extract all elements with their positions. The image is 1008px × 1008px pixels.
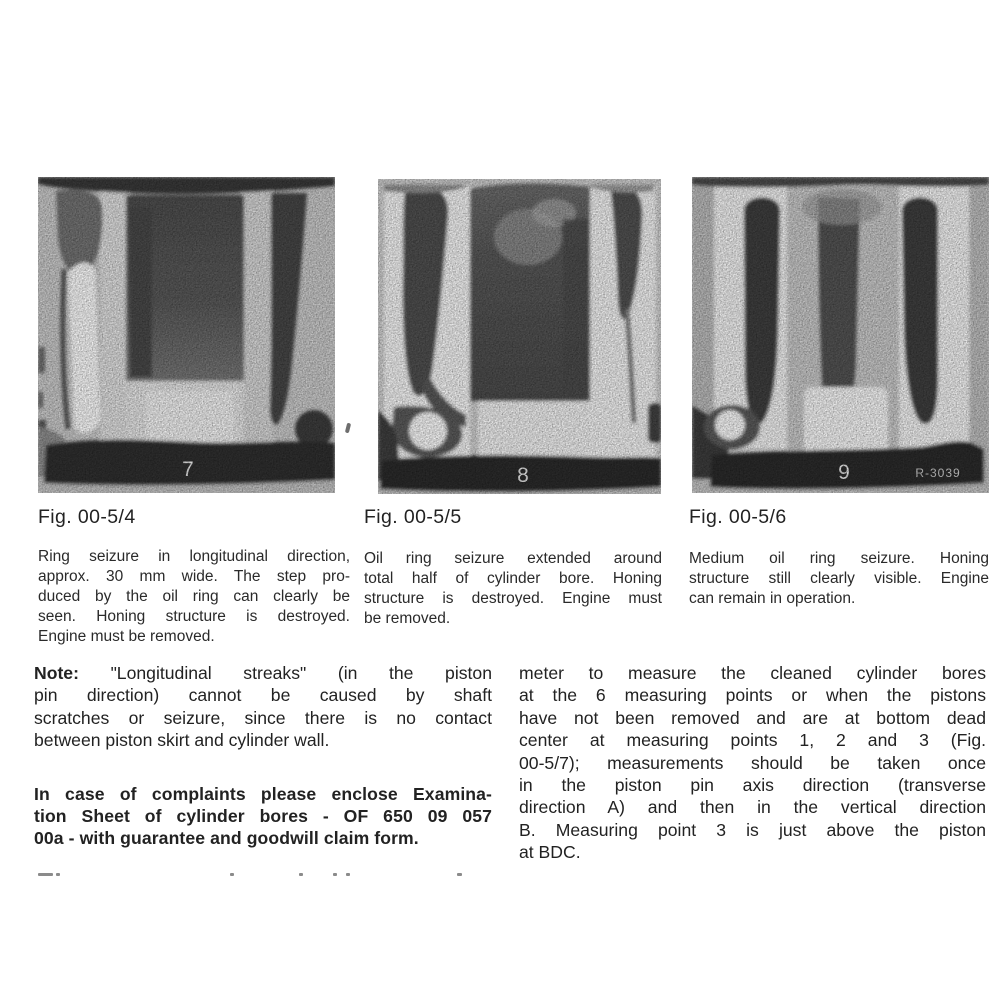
complaints-paragraph xyxy=(34,783,492,850)
body-left-column xyxy=(34,662,492,850)
body-line: 00-5/7); measurements should be taken once xyxy=(519,752,986,773)
body-line: In case of complaints please enclose Examina- xyxy=(34,783,492,804)
scan-artifact-mark xyxy=(345,423,351,434)
body-line: meter to measure the cleaned cylinder bores xyxy=(519,663,986,683)
text-fragment xyxy=(333,873,337,876)
caption-line: seen. Honing structure is destroyed. xyxy=(38,608,350,625)
text-fragment xyxy=(457,873,462,876)
text-fragment xyxy=(230,873,234,876)
body-line: direction A) and then in the vertical direction xyxy=(519,797,986,818)
figure-caption-1 xyxy=(38,547,350,647)
body-line: at BDC. xyxy=(519,842,581,863)
caption-line: be removed. xyxy=(364,610,451,627)
photo-cylinder-8 xyxy=(378,179,661,494)
truncated-text-fragments xyxy=(0,873,1008,879)
body-line: between piston skirt and cylinder wall. xyxy=(34,730,330,751)
photo-number-8: 8 xyxy=(517,464,529,487)
note-paragraph xyxy=(34,662,492,752)
photo-cylinder-9 xyxy=(692,177,989,493)
caption-line: total half of cylinder bore. Honing xyxy=(364,570,662,587)
body-line: at the 6 measuring points or when the pistons xyxy=(519,685,986,706)
figure-caption-3 xyxy=(689,549,989,609)
text-fragment xyxy=(346,873,350,876)
photo-number-9: 9 xyxy=(838,461,850,484)
figure-label-1: Fig. 00-5/4 xyxy=(38,506,136,528)
cylinder-bore-photo-1 xyxy=(38,177,335,493)
photo-cylinder-7 xyxy=(38,177,335,493)
body-line xyxy=(34,662,492,684)
cylinder-bore-photo-2 xyxy=(378,179,661,494)
body-line: in the piston pin axis direction (transverse xyxy=(519,775,986,796)
figure-caption-2 xyxy=(364,549,662,629)
text-fragment xyxy=(56,873,60,876)
text-fragment xyxy=(299,873,303,876)
body-line: B. Measuring point 3 is just above the piston xyxy=(519,819,986,840)
body-line: have not been removed and are at bottom dead xyxy=(519,707,986,728)
figure-label-3: Fig. 00-5/6 xyxy=(689,506,787,528)
figure-label-2: Fig. 00-5/5 xyxy=(364,506,462,528)
body-line: center at measuring points 1, 2 and 3 (Fig. xyxy=(519,730,986,751)
caption-line: Oil ring seizure extended around xyxy=(364,550,662,567)
note-label: Note: xyxy=(34,663,79,683)
caption-line: duced by the oil ring can clearly be xyxy=(38,588,350,605)
note-text: "Longitudinal streaks" (in the piston xyxy=(78,663,492,683)
body-line: tion Sheet of cylinder bores - OF 650 09 057 xyxy=(34,806,492,827)
body-line: pin direction) cannot be caused by shaft xyxy=(34,685,492,706)
caption-line: Engine must be removed. xyxy=(38,628,215,645)
caption-line: structure still clearly visible. Engine xyxy=(689,570,989,587)
body-line: 00a - with guarantee and goodwill claim form. xyxy=(34,828,419,849)
caption-line: Medium oil ring seizure. Honing xyxy=(689,550,989,567)
text-fragment xyxy=(38,873,53,876)
caption-line: approx. 30 mm wide. The step pro- xyxy=(38,568,350,585)
caption-line: Ring seizure in longitudinal direction, xyxy=(38,548,350,565)
caption-line: structure is destroyed. Engine must xyxy=(364,590,662,607)
body-right-column xyxy=(519,662,986,864)
cylinder-bore-photo-3 xyxy=(692,177,989,493)
caption-line: can remain in operation. xyxy=(689,590,856,607)
photo-reference-code: R-3039 xyxy=(915,466,961,480)
photo-number-7: 7 xyxy=(182,458,194,481)
body-line: scratches or seizure, since there is no contact xyxy=(34,707,492,728)
